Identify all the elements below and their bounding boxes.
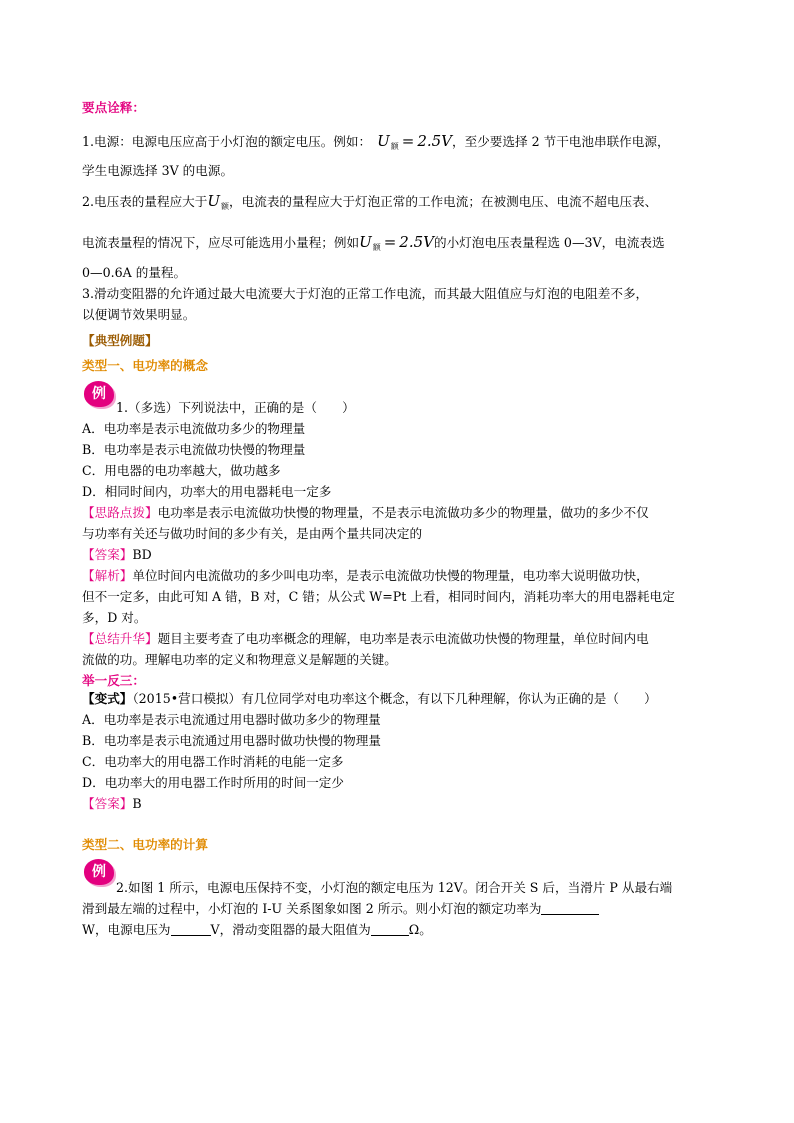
- rated-power-blank[interactable]: [541, 902, 599, 915]
- variant-option-a: A．电功率是表示电流通过用电器时做功多少的物理量: [82, 712, 381, 727]
- key-points-title: 要点诠释：: [82, 100, 145, 115]
- formula-symbol: U: [359, 233, 372, 251]
- key-point-1-line-1: [82, 133, 670, 155]
- max-resistance-blank[interactable]: [371, 923, 409, 936]
- practice-title: 举一反三：: [82, 673, 145, 688]
- question-1-option-a: A．电功率是表示电流做功多少的物理量: [82, 421, 306, 436]
- formula-value: 2.5V: [399, 233, 434, 251]
- variant-text: （2015•营口模拟）有几位同学对电功率这个概念，有以下几种理解，你认为正确的是（ ）: [132, 691, 657, 706]
- summary-line-1: [82, 631, 649, 647]
- question-1-option-b: B．电功率是表示电流做功快慢的物理量: [82, 442, 306, 457]
- answer-1: [82, 547, 152, 563]
- key-point-2-text-c: 电流表量程的情况下，应尽可能选用小量程；例如: [82, 235, 360, 250]
- analysis-label: 【解析】: [82, 568, 133, 583]
- key-point-3-line-1: 3.滑动变阻器的允许通过最大电流要大于灯泡的正常工作电流，而其最大阻值应与灯泡的电阻差不多，: [82, 286, 649, 301]
- hint-label: 【思路点拨】: [82, 505, 158, 520]
- question-2-line-3: [82, 922, 432, 938]
- question-2-line-2: [82, 901, 599, 917]
- hint-text: 电功率是表示电流做功快慢的物理量，不是表示电流做功多少的物理量，做功的多少不仅: [157, 505, 649, 520]
- rated-voltage-formula: [377, 132, 452, 150]
- variant-label: 【变式】: [82, 691, 133, 706]
- typical-examples-header: 【典型例题】: [82, 333, 158, 348]
- answer-label: 【答案】: [82, 547, 133, 562]
- formula-value: 2.5V: [417, 132, 453, 150]
- formula-symbol: U: [207, 192, 221, 210]
- formula-subscript: 额: [372, 243, 381, 252]
- rated-voltage-symbol: [207, 192, 229, 210]
- answer-value: BD: [132, 547, 152, 562]
- question-2-text-a: W，电源电压为: [82, 922, 171, 937]
- formula-equals: =: [401, 132, 415, 150]
- analysis-line-3: 多，D 对。: [82, 610, 147, 625]
- analysis-text: 单位时间内电流做功的多少叫电功率，是表示电流做功快慢的物理量，电功率大说明做功快，: [132, 568, 649, 583]
- key-point-2-text-cont: ，电流表的量程应大于灯泡正常的工作电流；在被测电压、电流不超电压表、: [229, 194, 658, 209]
- answer-2: [82, 796, 142, 812]
- variant-option-d: D．电功率大的用电器工作时所用的时间一定少: [82, 775, 344, 790]
- formula-subscript: 额: [390, 142, 399, 151]
- question-1-stem: 1.（多选）下列说法中，正确的是（ ）: [116, 400, 355, 415]
- key-point-1-text: 1.电源：电源电压应高于小灯泡的额定电压。例如：: [82, 134, 372, 149]
- variant-stem: [82, 691, 657, 707]
- key-point-2-line-2: [82, 234, 665, 256]
- key-point-2-text-d: 的小灯泡电压表量程选 0—3V，电流表选: [433, 235, 665, 250]
- variant-option-c: C．电功率大的用电器工作时消耗的电能一定多: [82, 754, 344, 769]
- question-2-text-c: Ω。: [408, 922, 432, 937]
- source-voltage-blank[interactable]: [171, 923, 211, 936]
- type-1-title: 类型一、电功率的概念: [82, 358, 208, 373]
- type-2-title: 类型二、电功率的计算: [82, 837, 208, 852]
- key-point-1-line-2: 学生电源选择 3V 的电源。: [82, 163, 234, 178]
- key-point-1-text-cont: ，至少要选择 2 节干电池串联作电源，: [452, 134, 670, 149]
- hint-line-2: 与功率有关还与做功时间的多少有关，是由两个量共同决定的: [82, 526, 423, 541]
- analysis-line-1: [82, 568, 649, 584]
- analysis-line-2: 但不一定多，由此可知 A 错，B 对，C 错；从公式 W=Pt 上看，相同时间内，消耗功率大的用电器耗电定: [82, 589, 675, 604]
- formula-equals: =: [383, 233, 397, 251]
- key-point-2-line-1: [82, 193, 657, 215]
- summary-label: 【总结升华】: [82, 631, 158, 646]
- hint-line-1: [82, 505, 649, 521]
- key-point-2-line-3: 0—0.6A 的量程。: [82, 265, 187, 280]
- example-badge-icon: 例: [84, 381, 114, 407]
- question-2-line-1: 2.如图 1 所示，电源电压保持不变，小灯泡的额定电压为 12V。闭合开关 S 后，当滑片 P 从最右端: [116, 880, 673, 895]
- question-1-option-d: D．相同时间内，功率大的用电器耗电一定多: [82, 484, 332, 499]
- question-2-text: 滑到最左端的过程中，小灯泡的 I-U 关系图象如图 2 所示。则小灯泡的额定功率为: [82, 901, 542, 916]
- summary-line-2: 流做的功。理解电功率的定义和物理意义是解题的关键。: [82, 652, 397, 667]
- answer-label: 【答案】: [82, 796, 133, 811]
- variant-option-b: B．电功率是表示电流通过用电器时做功快慢的物理量: [82, 733, 381, 748]
- example-badge-icon: 例: [84, 859, 114, 885]
- answer-value: B: [132, 796, 142, 811]
- question-2-text-b: V，滑动变阻器的最大阻值为: [210, 922, 371, 937]
- formula-subscript: 额: [221, 202, 230, 211]
- question-1-option-c: C．用电器的电功率越大，做功越多: [82, 463, 281, 478]
- rated-voltage-formula-2: [359, 233, 434, 251]
- key-point-2-text: 2.电压表的量程应大于: [82, 194, 208, 209]
- formula-symbol: U: [377, 132, 390, 150]
- key-point-3-line-2: 以便调节效果明显。: [82, 307, 196, 322]
- summary-text: 题目主要考查了电功率概念的理解，电功率是表示电流做功快慢的物理量，单位时间内电: [157, 631, 649, 646]
